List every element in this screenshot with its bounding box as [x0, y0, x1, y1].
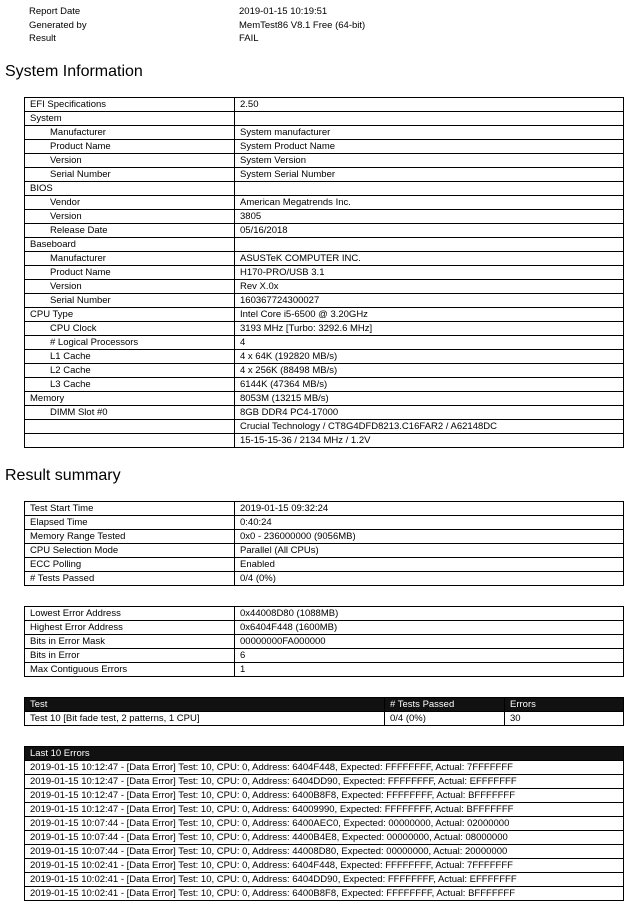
error-summary-row: [25, 649, 624, 663]
summary-row: [25, 516, 624, 530]
system-info-row: [25, 308, 624, 322]
system-info-row: [25, 336, 624, 350]
system-info-label: Serial Number: [25, 294, 235, 308]
last-errors-table: [24, 746, 624, 901]
system-info-value: 160367724300027: [235, 294, 624, 308]
summary-row: [25, 572, 624, 586]
system-info-label: Baseboard: [25, 238, 235, 252]
system-info-row: [25, 126, 624, 140]
system-info-value: 2.50: [235, 98, 624, 112]
system-info-value: System Version: [235, 154, 624, 168]
error-log-row: [25, 873, 624, 887]
error-summary-row: [25, 663, 624, 677]
system-info-label: Product Name: [25, 266, 235, 280]
last-errors-header-row: [25, 747, 624, 761]
summary-value: 2019-01-15 09:32:24: [235, 502, 624, 516]
system-info-value: 6144K (47364 MB/s): [235, 378, 624, 392]
system-info-row: [25, 112, 624, 126]
system-info-row: [25, 224, 624, 238]
system-info-label: System: [25, 112, 235, 126]
error-summary-value: 1: [235, 663, 624, 677]
system-info-value: 05/16/2018: [235, 224, 624, 238]
generated-by-value: MemTest86 V8.1 Free (64-bit): [239, 19, 366, 31]
error-log-entry: 2019-01-15 10:02:41 - [Data Error] Test: 10, CPU: 0, Address: 6404DD90, Expected: FFFFFFFF, Actual: EFFFFFFF: [25, 873, 624, 887]
error-summary-value: 0x6404F448 (1600MB): [235, 621, 624, 635]
report-date-value: 2019-01-15 10:19:51: [239, 6, 328, 17]
system-info-row: [25, 350, 624, 364]
system-info-value: American Megatrends Inc.: [235, 196, 624, 210]
error-summary-table: [24, 606, 624, 677]
summary-value: Enabled: [235, 558, 624, 572]
summary-label: # Tests Passed: [25, 572, 235, 586]
system-info-label: [25, 434, 235, 448]
system-info-value: Intel Core i5-6500 @ 3.20GHz: [235, 308, 624, 322]
system-info-value: [235, 182, 624, 196]
summary-value: Parallel (All CPUs): [235, 544, 624, 558]
error-log-entry: 2019-01-15 10:12:47 - [Data Error] Test: 10, CPU: 0, Address: 64009990, Expected: FFFFFFFF, Actual: BFFFFFFF: [25, 803, 624, 817]
system-info-value: 15-15-15-36 / 2134 MHz / 1.2V: [235, 434, 624, 448]
summary-label: CPU Selection Mode: [25, 544, 235, 558]
summary-label: ECC Polling: [25, 558, 235, 572]
summary-row: [25, 530, 624, 544]
result-summary-heading: Result summary: [5, 467, 121, 484]
summary-row: [25, 502, 624, 516]
system-info-label: Vendor: [25, 196, 235, 210]
tests-table: [24, 697, 624, 726]
result-label: Result: [29, 33, 56, 45]
system-info-label: Manufacturer: [25, 252, 235, 266]
system-info-label: L1 Cache: [25, 350, 235, 364]
error-log-row: [25, 859, 624, 873]
error-log-row: [25, 775, 624, 789]
error-summary-value: 6: [235, 649, 624, 663]
system-info-value: ASUSTeK COMPUTER INC.: [235, 252, 624, 266]
system-info-row: [25, 98, 624, 112]
generated-by-row: [29, 19, 589, 33]
system-info-value: [235, 112, 624, 126]
error-log-entry: 2019-01-15 10:02:41 - [Data Error] Test: 10, CPU: 0, Address: 6404F448, Expected: FFFFFFFF, Actual: 7FFFFFFF: [25, 859, 624, 873]
system-info-label: L3 Cache: [25, 378, 235, 392]
system-info-row: [25, 392, 624, 406]
result-row: [29, 32, 589, 46]
system-info-row: [25, 406, 624, 420]
system-info-label: [25, 420, 235, 434]
tests-header-errors: Errors: [505, 698, 624, 712]
error-summary-label: Lowest Error Address: [25, 607, 235, 621]
system-info-label: Manufacturer: [25, 126, 235, 140]
error-log-entry: 2019-01-15 10:07:44 - [Data Error] Test: 10, CPU: 0, Address: 44008D80, Expected: 00000000, Actual: 20000000: [25, 845, 624, 859]
test-errors: 30: [505, 712, 624, 726]
system-info-value: 3805: [235, 210, 624, 224]
system-info-row: [25, 280, 624, 294]
system-info-label: # Logical Processors: [25, 336, 235, 350]
system-info-value: [235, 238, 624, 252]
summary-value: 0/4 (0%): [235, 572, 624, 586]
error-summary-value: 00000000FA000000: [235, 635, 624, 649]
summary-label: Elapsed Time: [25, 516, 235, 530]
system-info-label: Version: [25, 280, 235, 294]
system-info-label: Product Name: [25, 140, 235, 154]
system-info-label: CPU Type: [25, 308, 235, 322]
system-info-row: [25, 252, 624, 266]
test-row: [25, 712, 624, 726]
system-info-row: [25, 168, 624, 182]
system-info-value: System Serial Number: [235, 168, 624, 182]
system-info-label: L2 Cache: [25, 364, 235, 378]
system-info-value: System Product Name: [235, 140, 624, 154]
tests-header-test: Test: [25, 698, 385, 712]
error-log-entry: 2019-01-15 10:12:47 - [Data Error] Test: 10, CPU: 0, Address: 6404DD90, Expected: FFFFFFFF, Actual: EFFFFFFF: [25, 775, 624, 789]
system-info-value: Rev X.0x: [235, 280, 624, 294]
system-info-value: Crucial Technology / CT8G4DFD8213.C16FAR2 / A62148DC: [235, 420, 624, 434]
system-info-row: [25, 364, 624, 378]
system-info-row: [25, 154, 624, 168]
system-info-row: [25, 420, 624, 434]
system-info-label: Version: [25, 154, 235, 168]
error-log-entry: 2019-01-15 10:07:44 - [Data Error] Test: 10, CPU: 0, Address: 4400B4E8, Expected: 00000000, Actual: 08000000: [25, 831, 624, 845]
system-info-row: [25, 266, 624, 280]
system-info-row: [25, 196, 624, 210]
test-passed: 0/4 (0%): [385, 712, 505, 726]
summary-value: 0x0 - 236000000 (9056MB): [235, 530, 624, 544]
system-info-value: 4: [235, 336, 624, 350]
error-log-row: [25, 803, 624, 817]
system-info-row: [25, 238, 624, 252]
system-info-row: [25, 140, 624, 154]
system-info-value: 4 x 64K (192820 MB/s): [235, 350, 624, 364]
error-summary-label: Highest Error Address: [25, 621, 235, 635]
system-info-label: Serial Number: [25, 168, 235, 182]
system-info-row: [25, 294, 624, 308]
system-info-label: Version: [25, 210, 235, 224]
summary-label: Test Start Time: [25, 502, 235, 516]
system-info-row: [25, 182, 624, 196]
error-summary-label: Max Contiguous Errors: [25, 663, 235, 677]
report-header: [29, 5, 589, 46]
error-log-row: [25, 789, 624, 803]
system-info-row: [25, 378, 624, 392]
tests-header-row: [25, 698, 624, 712]
report-date-label: Report Date: [29, 6, 81, 17]
error-log-entry: 2019-01-15 10:12:47 - [Data Error] Test: 10, CPU: 0, Address: 6404F448, Expected: FFFFFFFF, Actual: 7FFFFFFF: [25, 761, 624, 775]
result-summary-table: [24, 501, 624, 586]
summary-value: 0:40:24: [235, 516, 624, 530]
report-date-row: [29, 5, 589, 19]
error-log-row: [25, 887, 624, 901]
system-info-value: H170-PRO/USB 3.1: [235, 266, 624, 280]
error-log-row: [25, 845, 624, 859]
error-log-row: [25, 761, 624, 775]
system-info-label: CPU Clock: [25, 322, 235, 336]
system-info-row: [25, 434, 624, 448]
system-info-value: 8053M (13215 MB/s): [235, 392, 624, 406]
generated-by-label: Generated by: [29, 19, 87, 31]
test-name: Test 10 [Bit fade test, 2 patterns, 1 CPU]: [25, 712, 385, 726]
system-information-heading: System Information: [5, 63, 143, 80]
system-info-value: 3193 MHz [Turbo: 3292.6 MHz]: [235, 322, 624, 336]
result-value: FAIL: [239, 33, 259, 45]
error-summary-row: [25, 621, 624, 635]
summary-row: [25, 558, 624, 572]
summary-row: [25, 544, 624, 558]
system-info-label: Release Date: [25, 224, 235, 238]
error-summary-row: [25, 607, 624, 621]
system-info-value: 8GB DDR4 PC4-17000: [235, 406, 624, 420]
error-log-entry: 2019-01-15 10:02:41 - [Data Error] Test: 10, CPU: 0, Address: 6400B8F8, Expected: FFFFFFFF, Actual: BFFFFFFF: [25, 887, 624, 901]
system-info-row: [25, 210, 624, 224]
system-info-label: BIOS: [25, 182, 235, 196]
system-information-table: [24, 97, 624, 448]
system-info-value: System manufacturer: [235, 126, 624, 140]
last-errors-heading: Last 10 Errors: [25, 747, 624, 761]
system-info-row: [25, 322, 624, 336]
tests-header-passed: # Tests Passed: [385, 698, 505, 712]
system-info-label: DIMM Slot #0: [25, 406, 235, 420]
system-info-label: Memory: [25, 392, 235, 406]
error-summary-value: 0x44008D80 (1088MB): [235, 607, 624, 621]
system-info-value: 4 x 256K (88498 MB/s): [235, 364, 624, 378]
error-summary-row: [25, 635, 624, 649]
error-log-entry: 2019-01-15 10:12:47 - [Data Error] Test: 10, CPU: 0, Address: 6400B8F8, Expected: FFFFFFFF, Actual: BFFFFFFF: [25, 789, 624, 803]
error-log-entry: 2019-01-15 10:07:44 - [Data Error] Test: 10, CPU: 0, Address: 6400AEC0, Expected: 00000000, Actual: 02000000: [25, 817, 624, 831]
error-log-row: [25, 817, 624, 831]
error-summary-label: Bits in Error Mask: [25, 635, 235, 649]
system-info-label: EFI Specifications: [25, 98, 235, 112]
summary-label: Memory Range Tested: [25, 530, 235, 544]
error-summary-label: Bits in Error: [25, 649, 235, 663]
error-log-row: [25, 831, 624, 845]
